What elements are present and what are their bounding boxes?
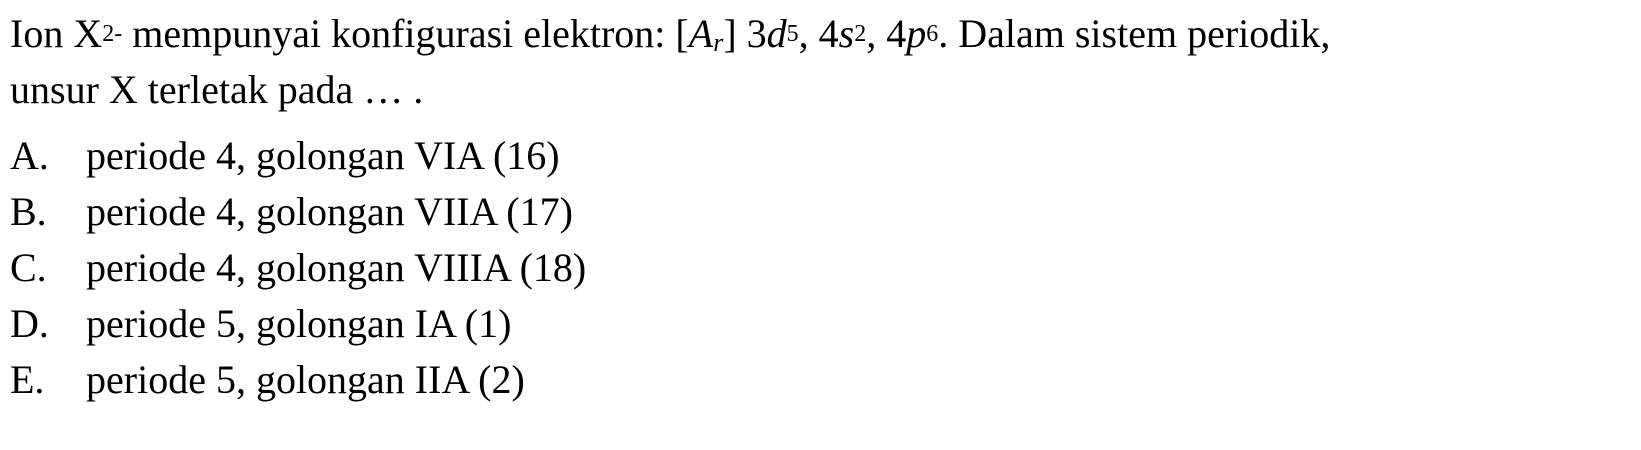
question-line-2: unsur X terletak pada … . (10, 67, 424, 112)
orbital-p: p (906, 11, 927, 56)
orbital-d-count: 5 (786, 21, 799, 47)
option-b-text: periode 4, golongan VIIA (17) (86, 189, 573, 234)
answer-options (10, 128, 586, 408)
question-text-3: ] 3 (723, 11, 767, 56)
option-a-letter: A. (10, 133, 49, 178)
option-d-letter: D. (10, 301, 49, 346)
question-text-config: mempunyai konfigurasi elektron: [ (122, 11, 689, 56)
question-line-1 (10, 6, 1635, 62)
option-a-text: periode 4, golongan VIA (16) (86, 133, 560, 178)
option-a[interactable] (10, 128, 586, 184)
orbital-p-count: 6 (926, 21, 939, 47)
option-d-text: periode 5, golongan IA (1) (86, 301, 512, 346)
core-subscript: r (713, 28, 724, 57)
orbital-s: s (838, 11, 855, 56)
option-d[interactable] (10, 296, 586, 352)
option-e-letter: E. (10, 357, 45, 402)
option-b[interactable] (10, 184, 586, 240)
core-symbol: A (688, 11, 714, 56)
option-b-letter: B. (10, 189, 47, 234)
question-stem (10, 6, 1635, 118)
option-e[interactable] (10, 352, 586, 408)
option-e-text: periode 5, golongan IIA (2) (86, 357, 525, 402)
question-text-4: , 4 (798, 11, 839, 56)
option-c-letter: C. (10, 245, 47, 290)
question-text-6: . Dalam sistem periodik, (938, 11, 1331, 56)
question-text-5: , 4 (866, 11, 907, 56)
question-text-ion: Ion X (10, 11, 103, 56)
orbital-d: d (766, 11, 787, 56)
ion-charge: 2- (102, 21, 123, 47)
orbital-s-count: 2 (854, 21, 867, 47)
option-c[interactable] (10, 240, 586, 296)
option-c-text: periode 4, golongan VIIIA (18) (86, 245, 587, 290)
